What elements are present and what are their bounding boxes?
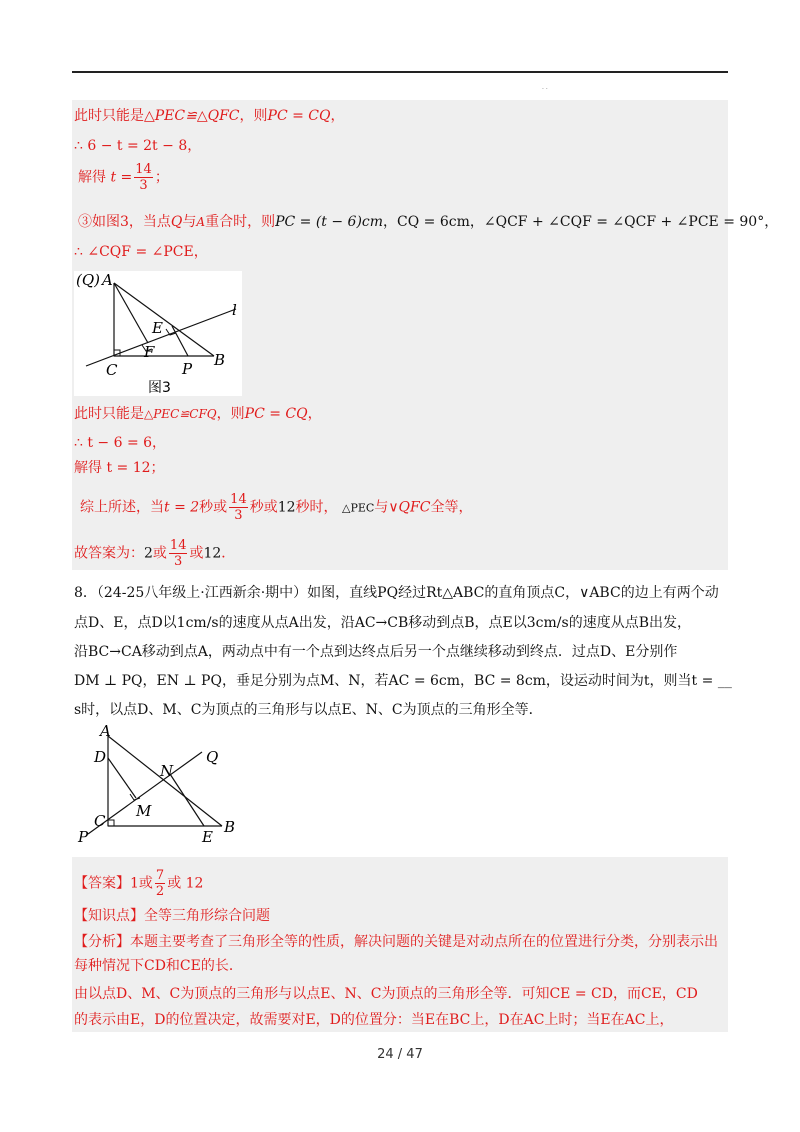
problem8-line-5: s时，以点D、M、C为顶点的三角形与以点E、N、C为顶点的三角形全等． <box>74 702 543 718</box>
analysis-tag: 【分析】 <box>74 934 130 950</box>
fig8-label-A: A <box>100 722 111 740</box>
fig3-label-B: B <box>214 351 226 369</box>
fig3-label-F: F <box>144 343 155 361</box>
answer-line: 【答案】1或 $\frac{7}{2}$ 或 12 <box>74 868 204 899</box>
fig8-label-B: B <box>224 818 236 836</box>
header-rule <box>72 71 728 73</box>
sol-line-4: ③如图3，当点Q与A重合时，则PC = (t − 6)cm，CQ = 6cm，∠QCF + ∠CQF = ∠QCF + ∠PCE = 90°， <box>78 214 779 230</box>
fig3-label-A: A <box>102 271 113 289</box>
sol-line-2: ∴ 6 − t = 2t − 8， <box>74 138 202 154</box>
fig3-label-P: P <box>182 360 193 378</box>
analysis-line-4: 的表示由E，D的位置决定，故需要对E，D的位置分：当E在BC上，D在AC上时；当E在AC上， <box>74 1012 674 1028</box>
figure-problem8-diagram <box>74 722 244 847</box>
fig8-label-C: C <box>94 812 106 830</box>
answer-tag: 【答案】 <box>74 875 130 892</box>
fig8-label-N: N <box>160 762 174 780</box>
analysis-line-1: 【分析】本题主要考查了三角形全等的性质，解决问题的关键是对动点所在的位置进行分类，分别表示出 <box>74 934 718 950</box>
analysis-line-2: 每种情况下CD和CE的长． <box>74 958 243 974</box>
knowledge-line: 【知识点】全等三角形综合问题 <box>74 908 270 924</box>
fig3-label-C: C <box>106 361 118 379</box>
figure-problem8 <box>74 722 244 847</box>
figure-3 <box>74 271 242 396</box>
sol-line-5: ∴ ∠CQF = ∠PCE， <box>74 244 208 260</box>
problem8-line-4: DM ⊥ PQ，EN ⊥ PQ，垂足分别为点M、N，若AC = 6cm，BC = 8cm，设运动时间为t，则当t = __ <box>74 673 732 689</box>
fig8-label-D: D <box>94 748 107 766</box>
sol-line-3: 解得 t = $\frac{14}{3}$ ； <box>78 162 169 193</box>
sol-line-7: ∴ t − 6 = 6， <box>74 435 167 451</box>
header-dots: . . <box>542 84 548 91</box>
sol-line-9: 综上所述，当t = 2秒或 $\frac{14}{3}$ 秒或12秒时， △PEC与∨QFC全等， <box>80 492 473 523</box>
fig8-label-E: E <box>202 828 213 846</box>
fig3-caption: 图3 <box>148 380 171 396</box>
figure-3-diagram <box>74 271 242 396</box>
sol-line-10: 故答案为：2或 $\frac{14}{3}$ 或12． <box>74 538 236 569</box>
analysis-line-3: 由以点D、M、C为顶点的三角形与以点E、N、C为顶点的三角形全等．可知CE = CD，而CE，CD <box>74 986 698 1002</box>
fig8-label-P: P <box>78 828 89 846</box>
fig8-label-Q: Q <box>206 748 219 766</box>
fig3-label-Q: (Q) <box>76 271 101 289</box>
sol-line-8: 解得 t = 12； <box>74 460 165 476</box>
problem8-line-2: 点D、E，点D以1cm/s的速度从点A出发，沿AC→CB移动到点B，点E以3cm/s的速度从点B出发， <box>74 615 691 631</box>
problem8-line-3: 沿BC→CA移动到点A，两动点中有一个点到达终点后另一个点继续移动到终点．过点D、E分别作 <box>74 644 678 660</box>
problem8-line-1: 8．（24-25八年级上·江西新余·期中）如图，直线PQ经过Rt△ABC的直角顶点C，∨ABC的边上有两个动 <box>74 585 719 601</box>
knowledge-tag: 【知识点】 <box>74 908 144 924</box>
fig3-label-l: l <box>232 301 237 319</box>
page-number: 24 / 47 <box>377 1047 423 1062</box>
sol-line-6: 此时只能是△PEC≌CFQ，则PC = CQ， <box>74 406 322 422</box>
sol-line-1: 此时只能是△PEC≌△QFC，则PC = CQ， <box>74 108 345 124</box>
fig3-label-E: E <box>152 319 163 337</box>
fig8-label-M: M <box>136 802 152 820</box>
